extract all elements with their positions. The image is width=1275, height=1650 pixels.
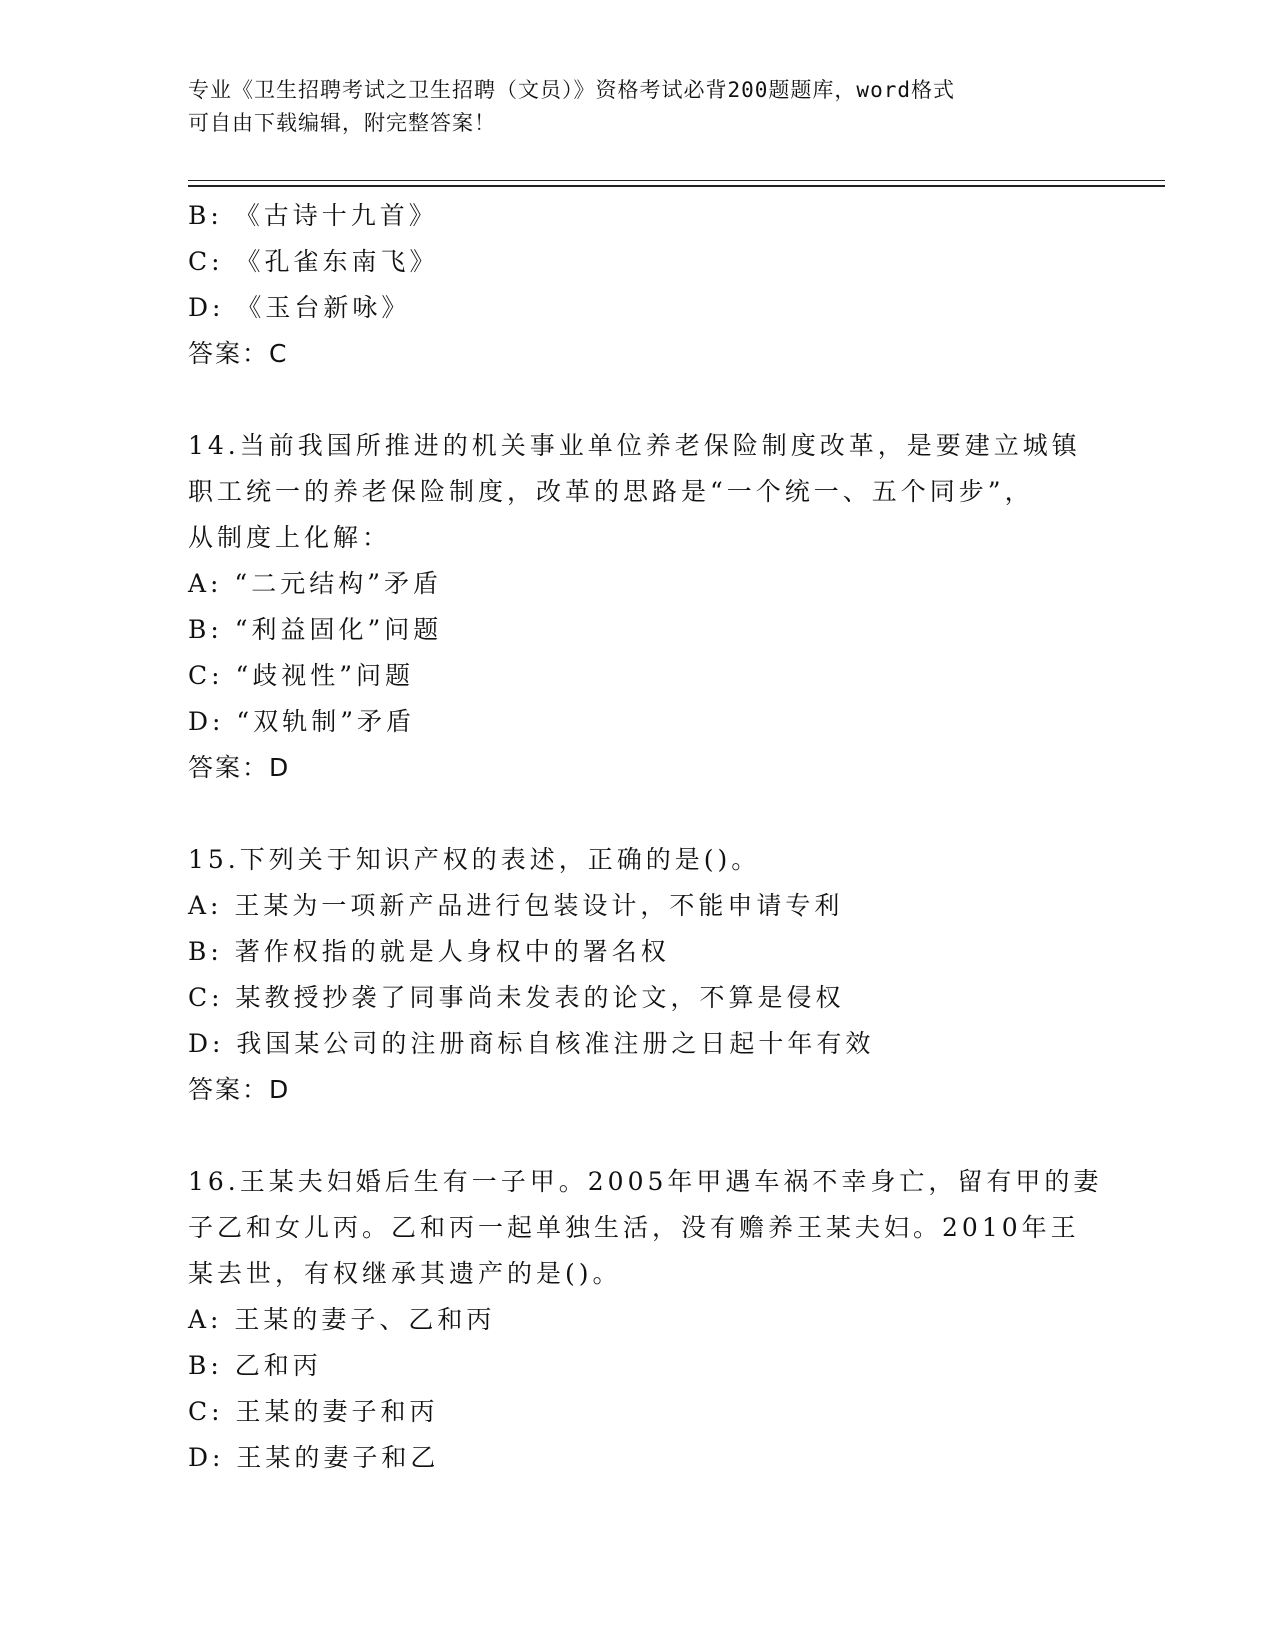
option-b: B: 著作权指的就是人身权中的署名权 bbox=[188, 937, 670, 966]
question-stem: 16.王某夫妇婚后生有一子甲。2005年甲遇车祸不幸身亡，留有甲的妻 bbox=[188, 1167, 1103, 1196]
question-15 bbox=[188, 837, 1088, 1113]
header-line-2: 可自由下载编辑，附完整答案！ bbox=[188, 111, 496, 135]
header-divider bbox=[188, 180, 1165, 181]
question-stem: 从制度上化解： bbox=[188, 523, 392, 552]
document-header bbox=[188, 74, 1088, 140]
question-stem: 某去世，有权继承其遗产的是()。 bbox=[188, 1259, 622, 1288]
header-line-1: 专业《卫生招聘考试之卫生招聘（文员）》资格考试必背200题题库，word格式 bbox=[188, 78, 955, 102]
question-stem: 15.下列关于知识产权的表述，正确的是()。 bbox=[188, 845, 761, 874]
question-14 bbox=[188, 423, 1088, 791]
question-stem: 14.当前我国所推进的机关事业单位养老保险制度改革，是要建立城镇 bbox=[188, 431, 1081, 460]
option-c: C: 王某的妻子和丙 bbox=[188, 1397, 439, 1426]
option-d: D: 王某的妻子和乙 bbox=[188, 1443, 440, 1472]
header-divider-thick bbox=[188, 185, 1165, 187]
question-stem: 子乙和女儿丙。乙和丙一起单独生活，没有赡养王某夫妇。2010年王 bbox=[188, 1213, 1080, 1242]
option-d: D: 我国某公司的注册商标自核准注册之日起十年有效 bbox=[188, 1029, 875, 1058]
answer: 答案：D bbox=[188, 753, 291, 782]
question-list bbox=[188, 193, 1103, 1481]
question-16 bbox=[188, 1159, 1103, 1481]
option-c: C: 某教授抄袭了同事尚未发表的论文，不算是侵权 bbox=[188, 983, 845, 1012]
option-d: D: “双轨制”矛盾 bbox=[188, 707, 415, 736]
option-c: C: 《孔雀东南飞》 bbox=[188, 247, 439, 276]
question-stem: 职工统一的养老保险制度，改革的思路是“一个统一、五个同步”， bbox=[188, 477, 1034, 506]
option-c: C: “歧视性”问题 bbox=[188, 661, 415, 690]
option-b: B: 乙和丙 bbox=[188, 1351, 322, 1380]
answer: 答案：C bbox=[188, 339, 289, 368]
answer: 答案：D bbox=[188, 1075, 291, 1104]
question-13 bbox=[188, 193, 1088, 377]
option-b: B: “利益固化”问题 bbox=[188, 615, 443, 644]
option-b: B: 《古诗十九首》 bbox=[188, 201, 438, 230]
option-a: A: “二元结构”矛盾 bbox=[188, 569, 442, 598]
option-d: D: 《玉台新咏》 bbox=[188, 293, 411, 322]
option-a: A: 王某为一项新产品进行包装设计，不能申请专利 bbox=[188, 891, 844, 920]
option-a: A: 王某的妻子、乙和丙 bbox=[188, 1305, 496, 1334]
